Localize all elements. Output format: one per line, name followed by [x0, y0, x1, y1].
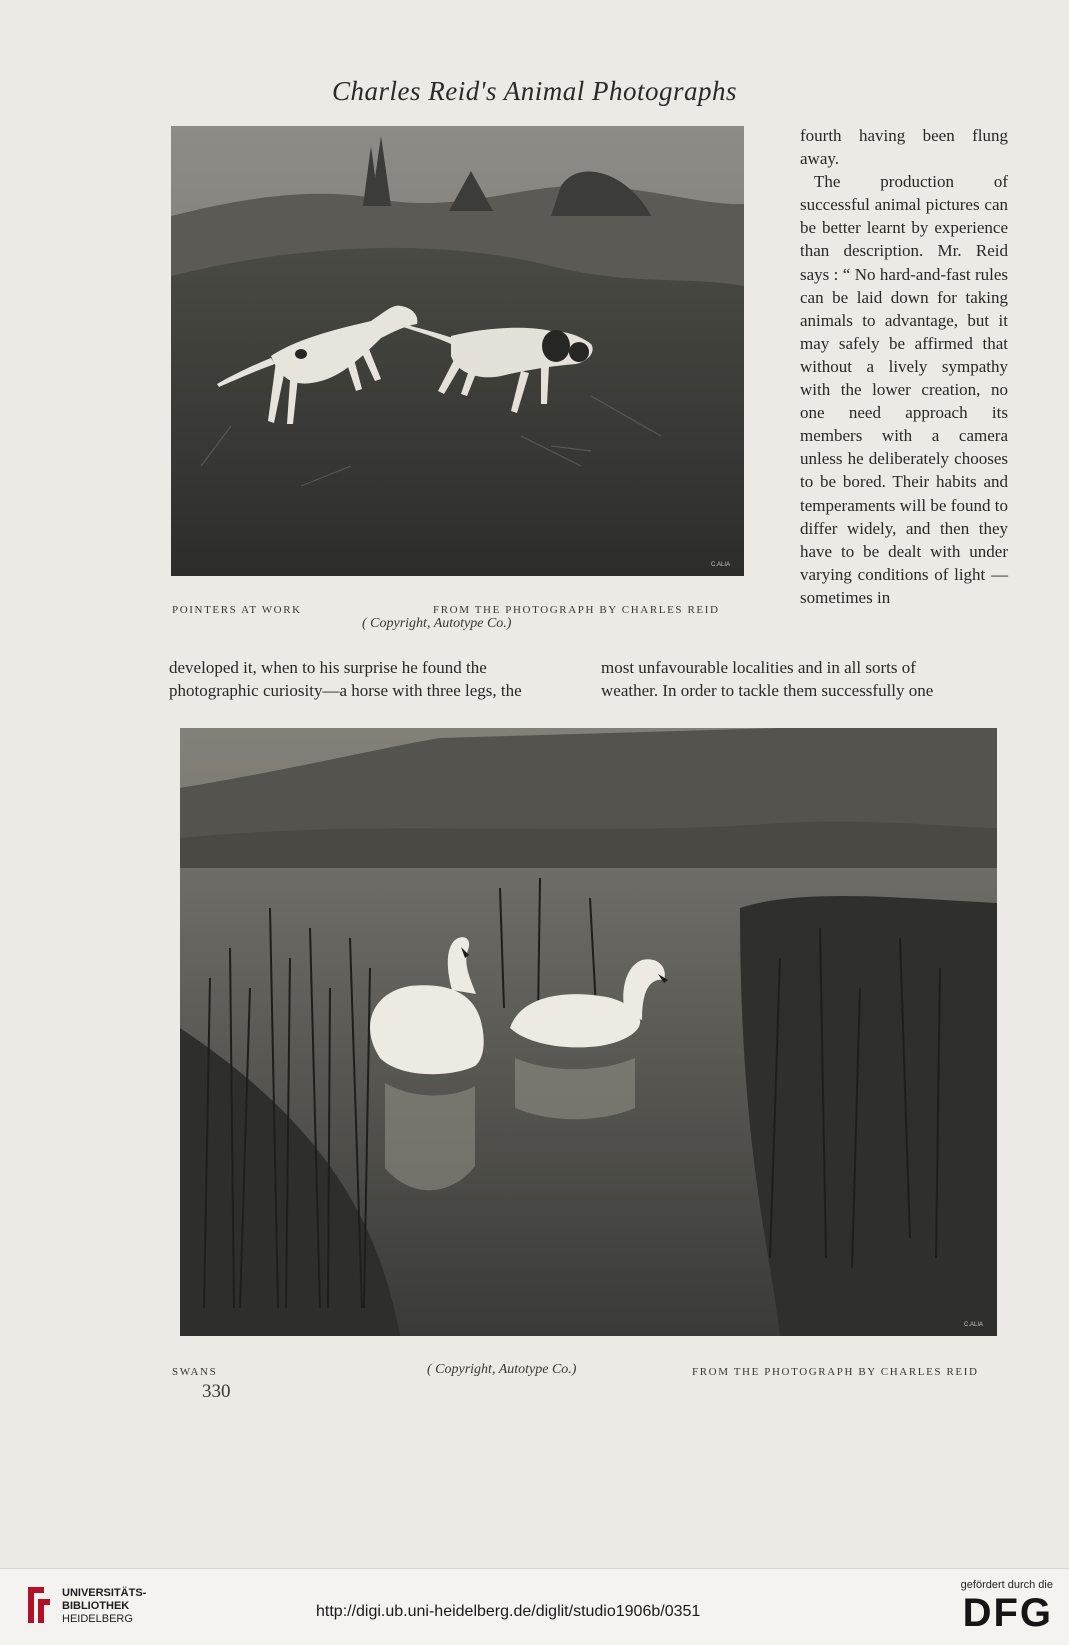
page-number: 330	[202, 1381, 231, 1402]
library-name-line-1: UNIVERSITÄTS-	[62, 1587, 147, 1599]
body-right-line-1: most unfavourable localities and in all sorts of	[601, 658, 916, 677]
paragraph-2: The production of successful animal pictures can be better learnt by experience than description. Mr. Reid says : “ No hard-and-fast rules can be laid down for taking animals to advantage, but it may safely be affirmed that without a lively sympathy with the lower creation, no one need approach its members with a camera unless he deliberately chooses to be bored. Their habits and temperaments will be found to differ widely, and then they have to be dealt with under varying conditions of light — sometimes in	[800, 172, 1008, 607]
pointers-caption-credit: FROM THE PHOTOGRAPH BY CHARLES REID	[433, 604, 720, 616]
library-logo-icon	[22, 1583, 52, 1627]
pointers-photograph	[171, 126, 744, 576]
library-name-line-2: BIBLIOTHEK	[62, 1600, 130, 1612]
dfg-logo: DFG	[962, 1591, 1053, 1635]
paragraph-1: fourth having been flung away.	[800, 126, 1008, 169]
source-url-link[interactable]: http://digi.ub.uni-heidelberg.de/diglit/studio1906b/0351	[316, 1603, 701, 1620]
plate-mark: C.ALIA	[710, 562, 730, 568]
pointers-caption-title: POINTERS AT WORK	[172, 604, 302, 616]
funder-label: gefördert durch die	[960, 1579, 1053, 1591]
plate-mark: C.ALIA	[963, 1322, 983, 1328]
running-head: Charles Reid's Animal Photographs	[331, 76, 738, 106]
funder-block	[913, 1579, 1053, 1635]
body-left-line-2: photographic curiosity—a horse with three legs, the	[169, 681, 522, 700]
pointers-caption-copyright: ( Copyright, Autotype Co.)	[362, 616, 512, 631]
library-name	[62, 1587, 146, 1626]
library-name-line-3: HEIDELBERG	[62, 1613, 133, 1625]
swans-caption-title: SWANS	[172, 1366, 218, 1378]
swans-caption-credit: FROM THE PHOTOGRAPH BY CHARLES REID	[692, 1366, 979, 1378]
swans-caption-copyright: ( Copyright, Autotype Co.)	[427, 1362, 577, 1377]
swans-image	[180, 728, 997, 1336]
right-column-text	[800, 124, 1008, 609]
digitization-footer	[0, 1568, 1069, 1645]
pointers-image	[171, 126, 744, 576]
body-right-line-2: weather. In order to tackle them successfully one	[601, 681, 934, 700]
swans-photograph	[180, 728, 997, 1336]
body-left-line-1: developed it, when to his surprise he found the	[169, 658, 487, 677]
